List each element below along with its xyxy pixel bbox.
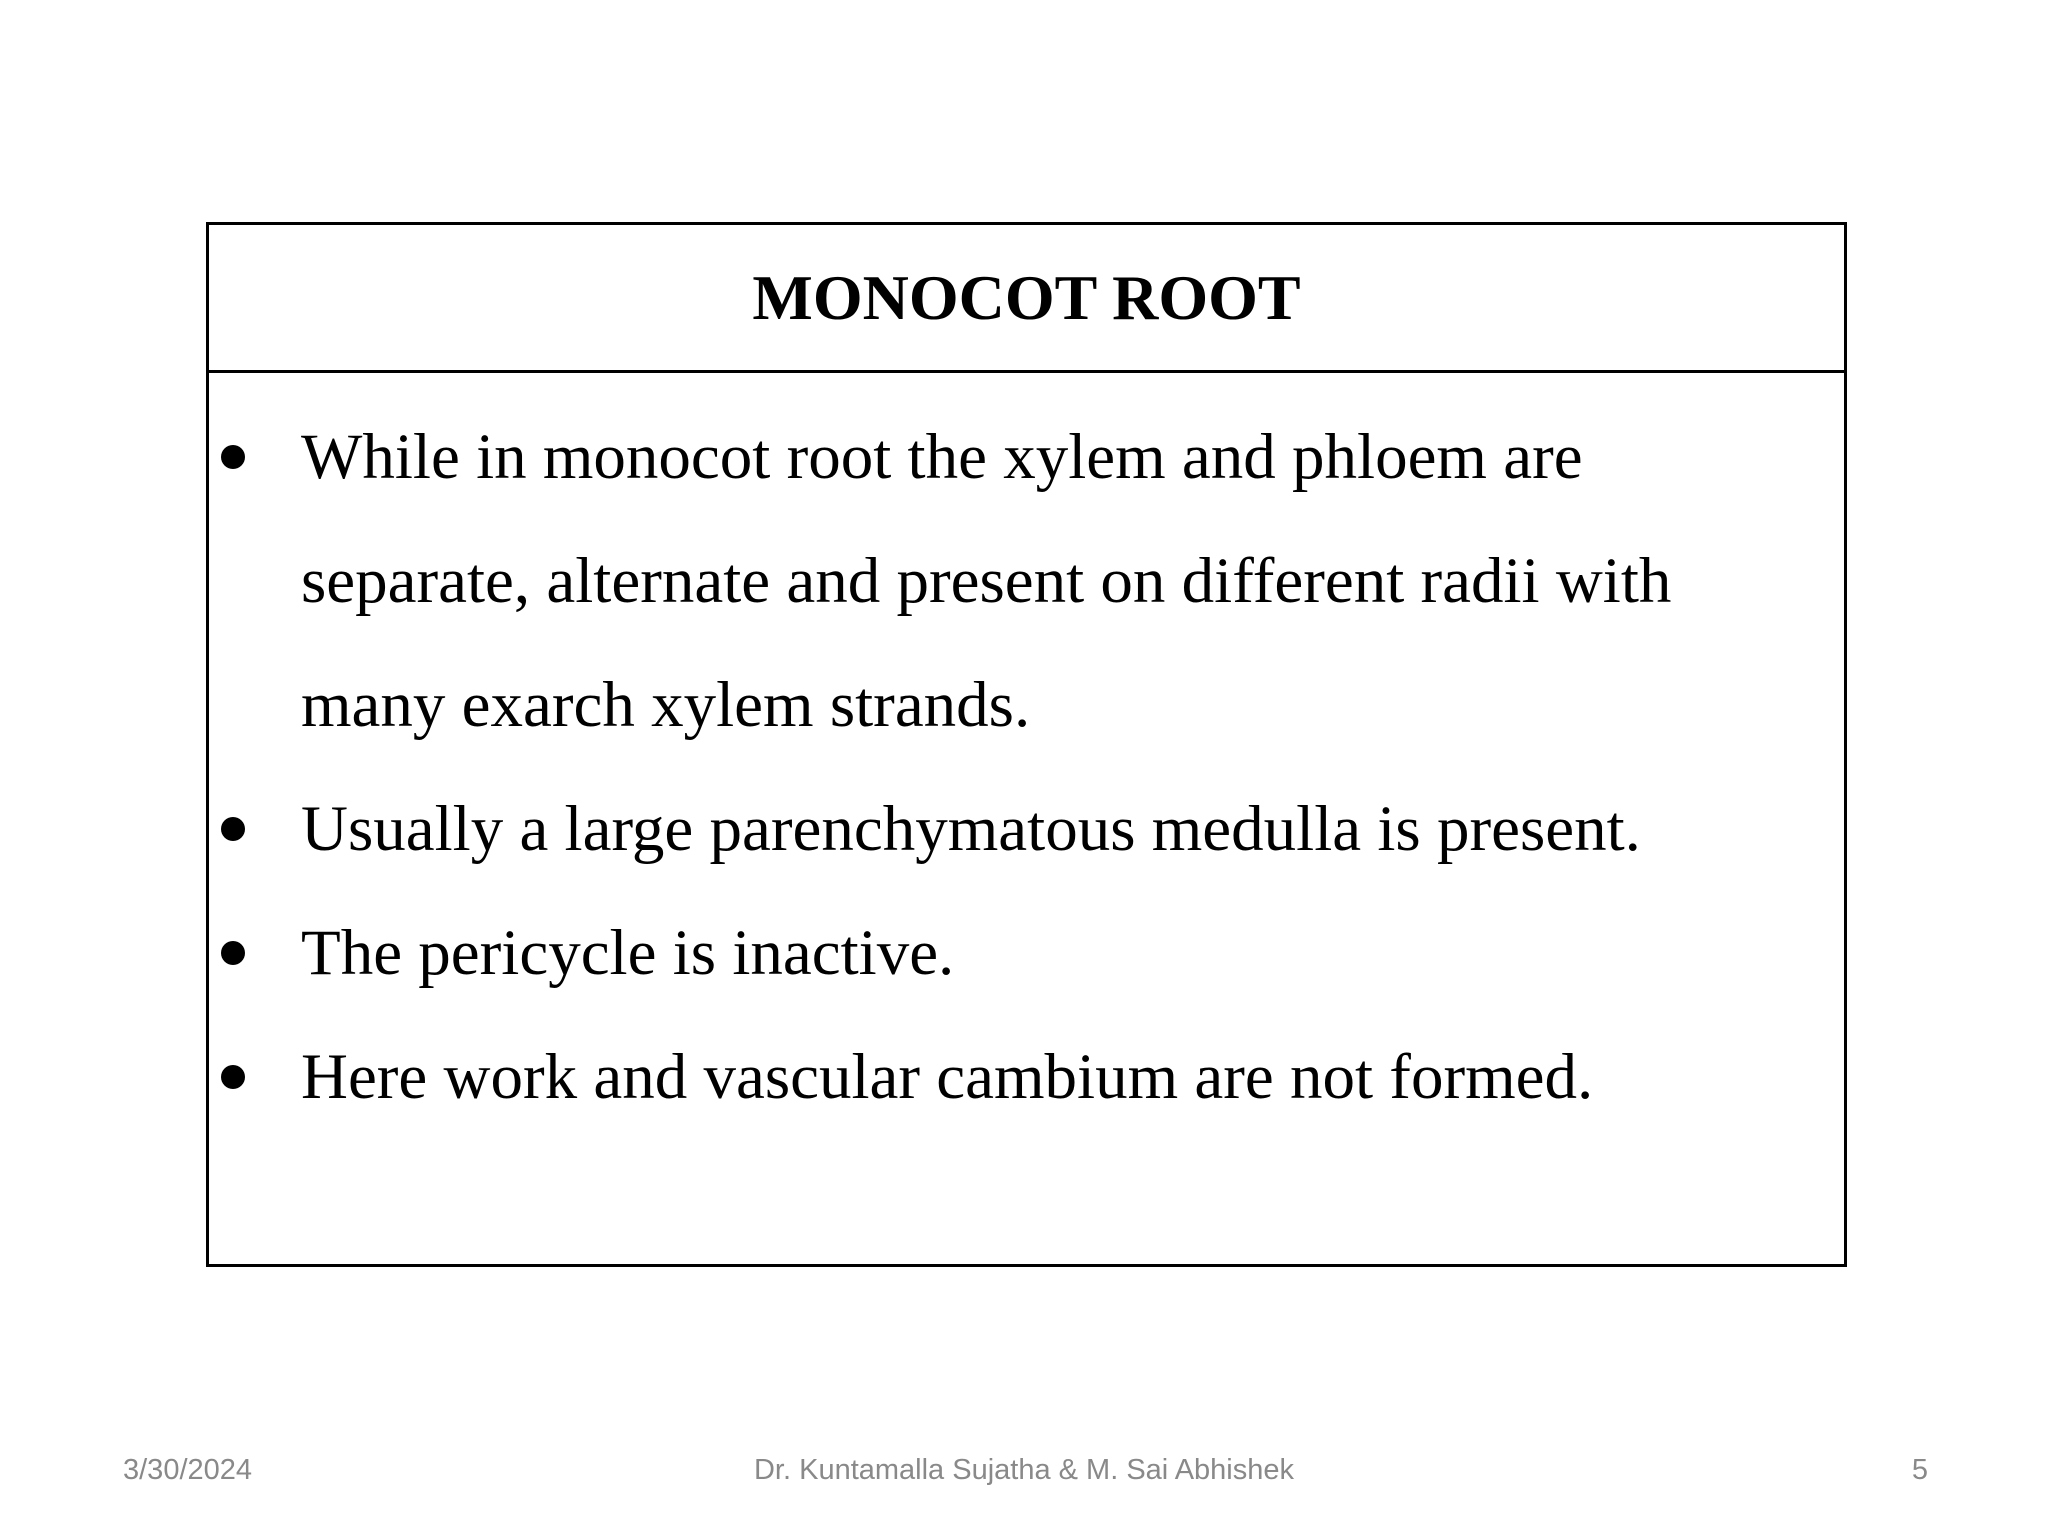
bullet-list <box>209 373 1844 1139</box>
bullet-item <box>209 891 1844 1015</box>
slide-title: MONOCOT ROOT <box>752 261 1301 333</box>
content-box <box>206 222 1847 1267</box>
bullet-icon <box>221 1065 245 1089</box>
footer-date: 3/30/2024 <box>123 1454 253 1486</box>
bullet-icon <box>221 445 245 469</box>
bullet-item <box>209 767 1844 891</box>
bullet-icon <box>221 817 245 841</box>
bullet-text: Usually a large parenchymatous medulla is present. <box>301 793 1641 865</box>
bullet-item <box>209 395 1844 767</box>
bullet-item <box>209 1015 1844 1139</box>
footer-author: Dr. Kuntamalla Sujatha & M. Sai Abhishek <box>753 1454 1294 1486</box>
bullet-icon <box>221 941 245 965</box>
bullet-text: While in monocot root the xylem and phloem are separate, alternate and present on different radii with many exarch xylem strands. <box>301 421 1672 741</box>
footer-page-number: 5 <box>1911 1454 1928 1486</box>
bullet-text: Here work and vascular cambium are not formed. <box>301 1041 1594 1113</box>
box-header <box>209 225 1844 373</box>
bullet-text: The pericycle is inactive. <box>301 917 955 989</box>
